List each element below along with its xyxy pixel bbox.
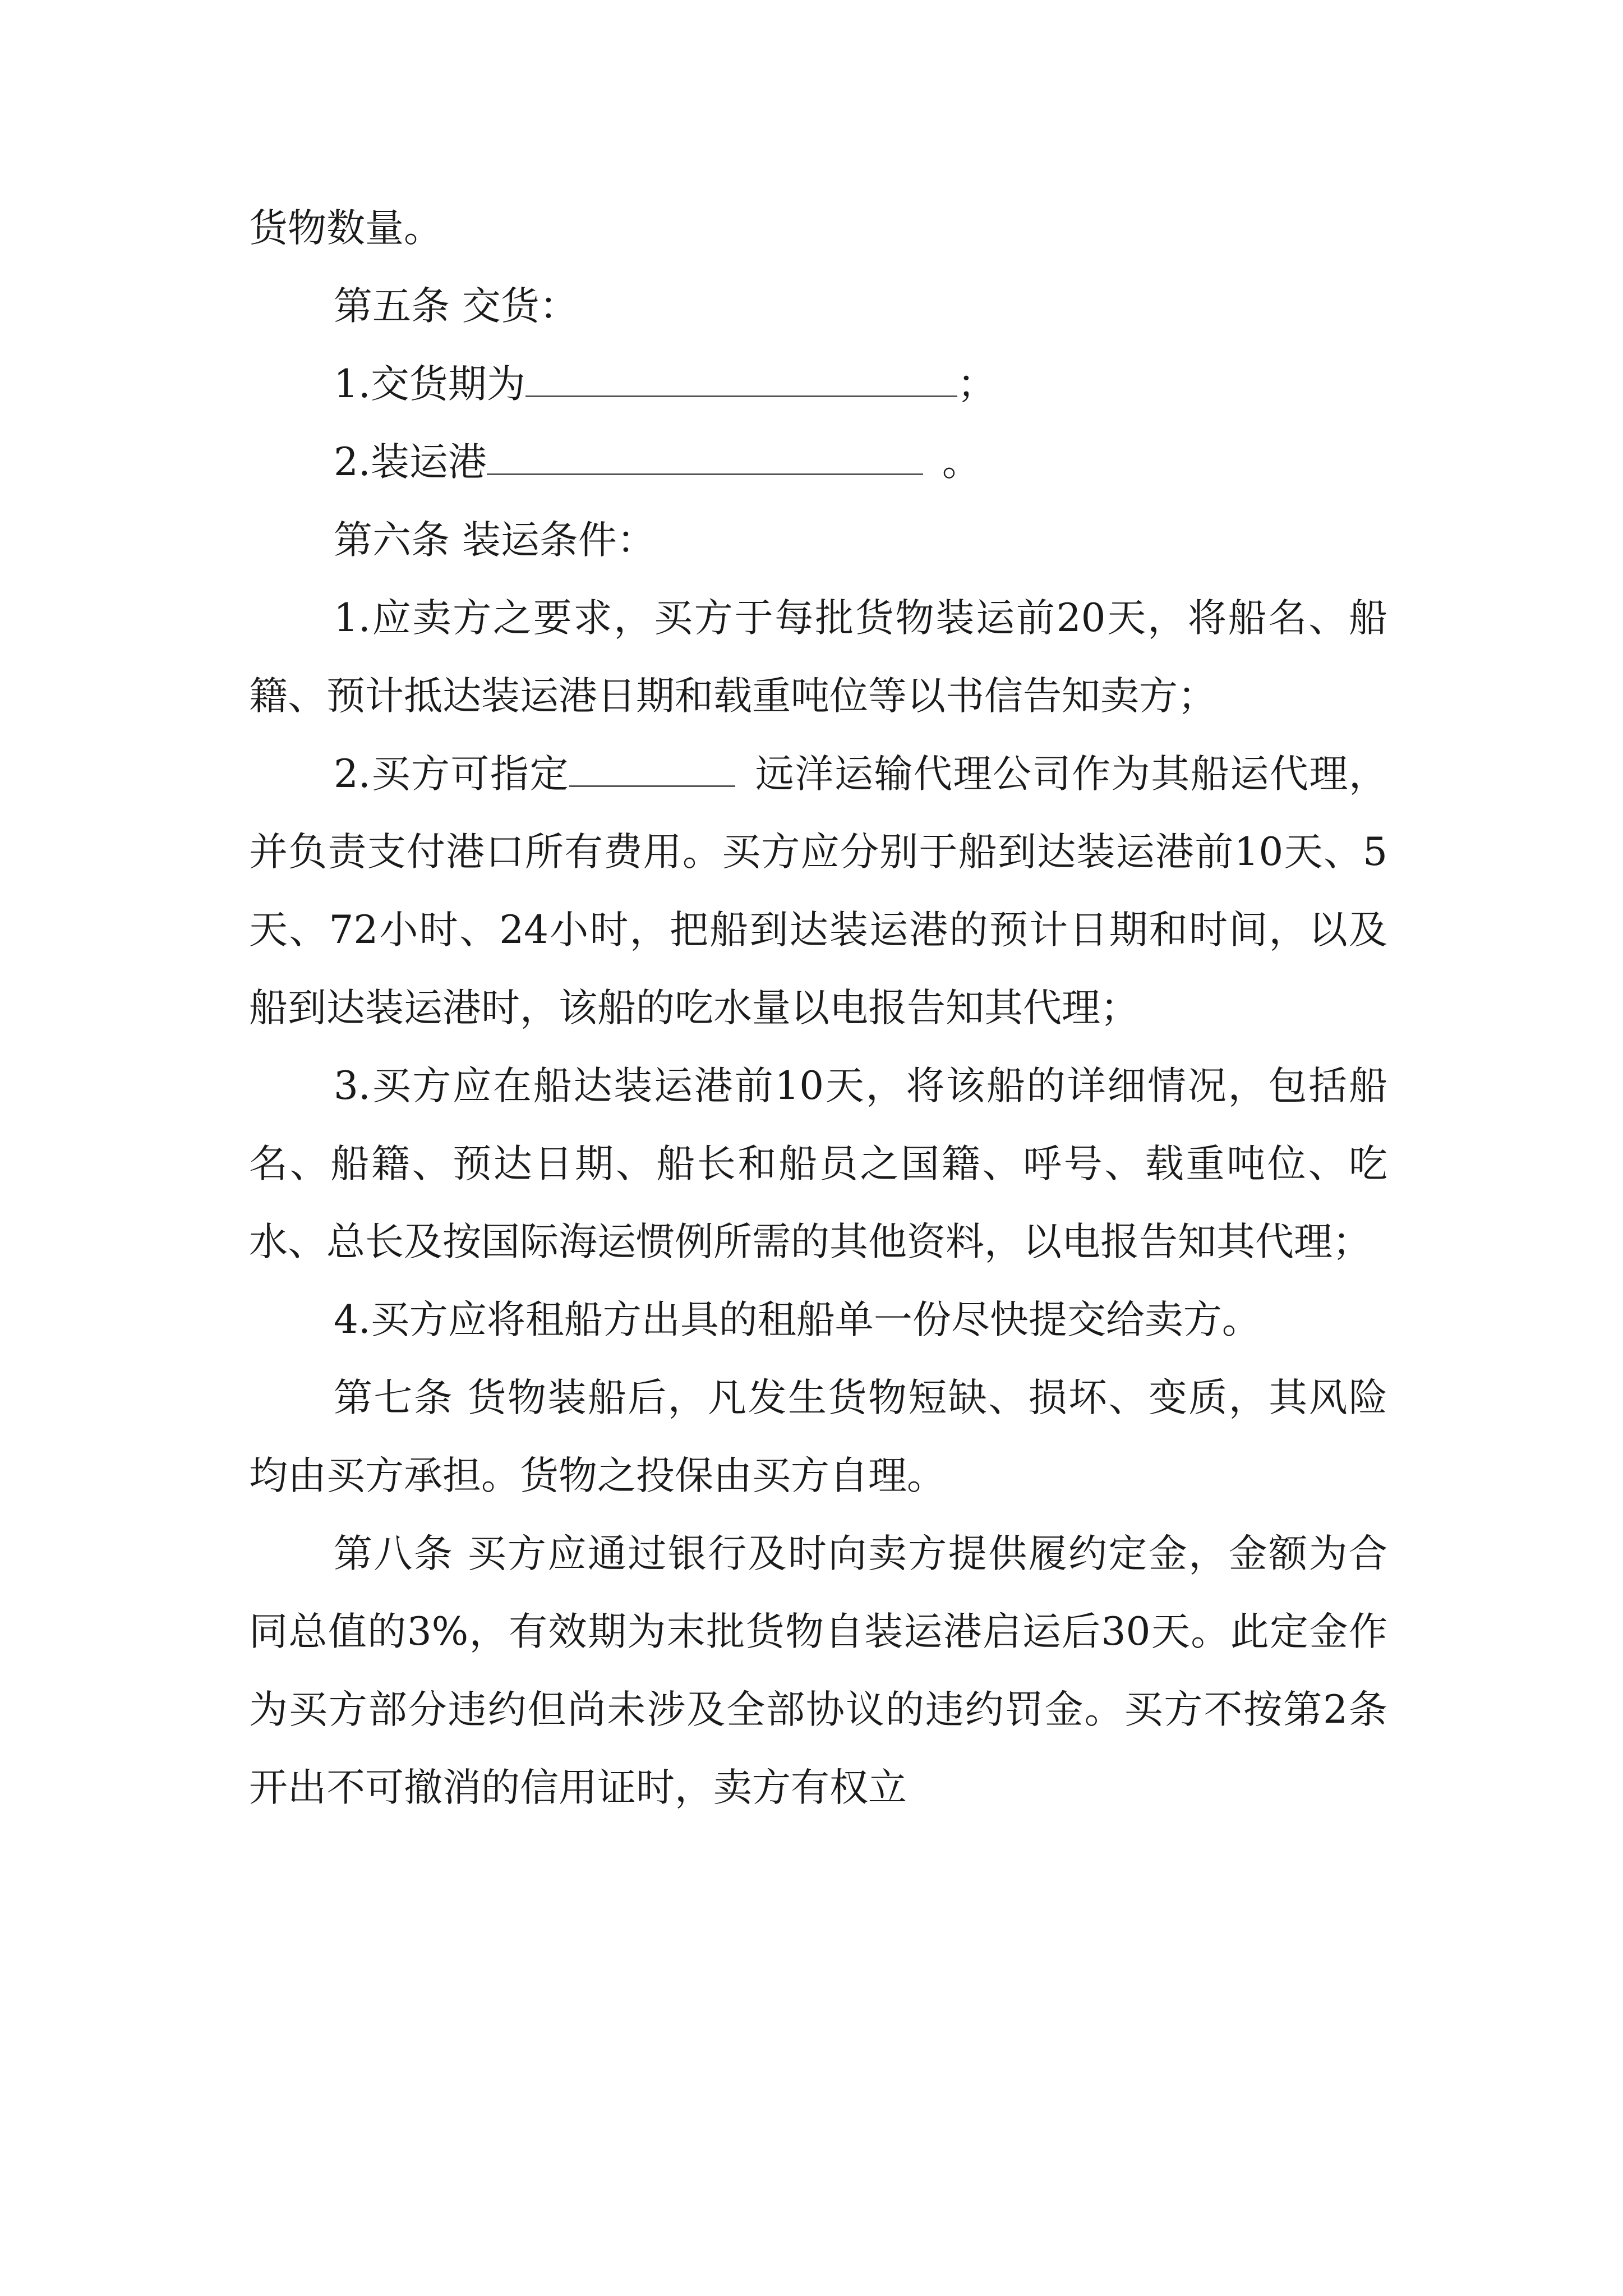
article-6-title: 第六条 装运条件： (334, 518, 656, 563)
article-8-text: 第八条 买方应通过银行及时向卖方提供履约定金，金额为合同总值的3%，有效期为末批货物自装运港启运后30天。此定金作为买方部分违约但尚未涉及全部协议的违约罚金。买方不按第2条开出不可撤消的信用证时，卖方有权立 (249, 1531, 1387, 1810)
article-7 (249, 1359, 1387, 1515)
article-5-item-2 (249, 424, 1387, 501)
article-6-item-1 (249, 579, 1387, 735)
article-7-text: 第七条 货物装船后，凡发生货物短缺、损坏、变质，其风险均由买方承担。货物之投保由买方自理。 (249, 1375, 1387, 1498)
article-6-item-4-text: 4.买方应将租船方出具的租船单一份尽快提交给卖方。 (334, 1297, 1261, 1342)
article-6-item-2-text: 远洋运输代理公司作为其船运代理，并负责支付港口所有费用。买方应分别于船到达装运港前10天、5天、72小时、24小时，把船到达装运港的预计日期和时间，以及船到达装运港时，该船的吃水量以电报告知其代理； (249, 752, 1387, 1030)
delivery-period-blank (525, 363, 957, 397)
delivery-period-label: 1.交货期为 (334, 362, 525, 407)
article-6-item-3-text: 3.买方应在船达装运港前10天，将该船的详细情况，包括船名、船籍、预达日期、船长和船员之国籍、呼号、载重吨位、吃水、总长及按国际海运惯例所需的其他资料，以电报告知其代理； (249, 1064, 1387, 1264)
document-body (249, 190, 1387, 1827)
article-6-item-3 (249, 1047, 1387, 1281)
loading-port-label: 2.装运港 (334, 440, 487, 485)
shipping-agent-label: 2.买方可指定 (334, 752, 570, 797)
loading-port-suffix: 。 (942, 440, 981, 485)
article-6-item-1-text: 1.应卖方之要求，买方于每批货物装运前20天，将船名、船籍、预计抵达装运港日期和载重吨位等以书信告知卖方； (249, 596, 1387, 719)
paragraph-continuation (249, 190, 1387, 268)
article-8 (249, 1515, 1387, 1827)
article-5-heading (249, 268, 1387, 346)
article-6-item-4 (249, 1281, 1387, 1359)
article-5-title: 第五条 交货： (334, 284, 578, 329)
continuation-text: 货物数量。 (249, 206, 442, 251)
loading-port-blank (487, 441, 923, 475)
article-6-item-2 (249, 735, 1387, 1047)
delivery-period-suffix: ； (957, 362, 996, 407)
shipping-agent-blank (569, 753, 735, 787)
article-5-item-1 (249, 346, 1387, 424)
article-6-heading (249, 501, 1387, 579)
